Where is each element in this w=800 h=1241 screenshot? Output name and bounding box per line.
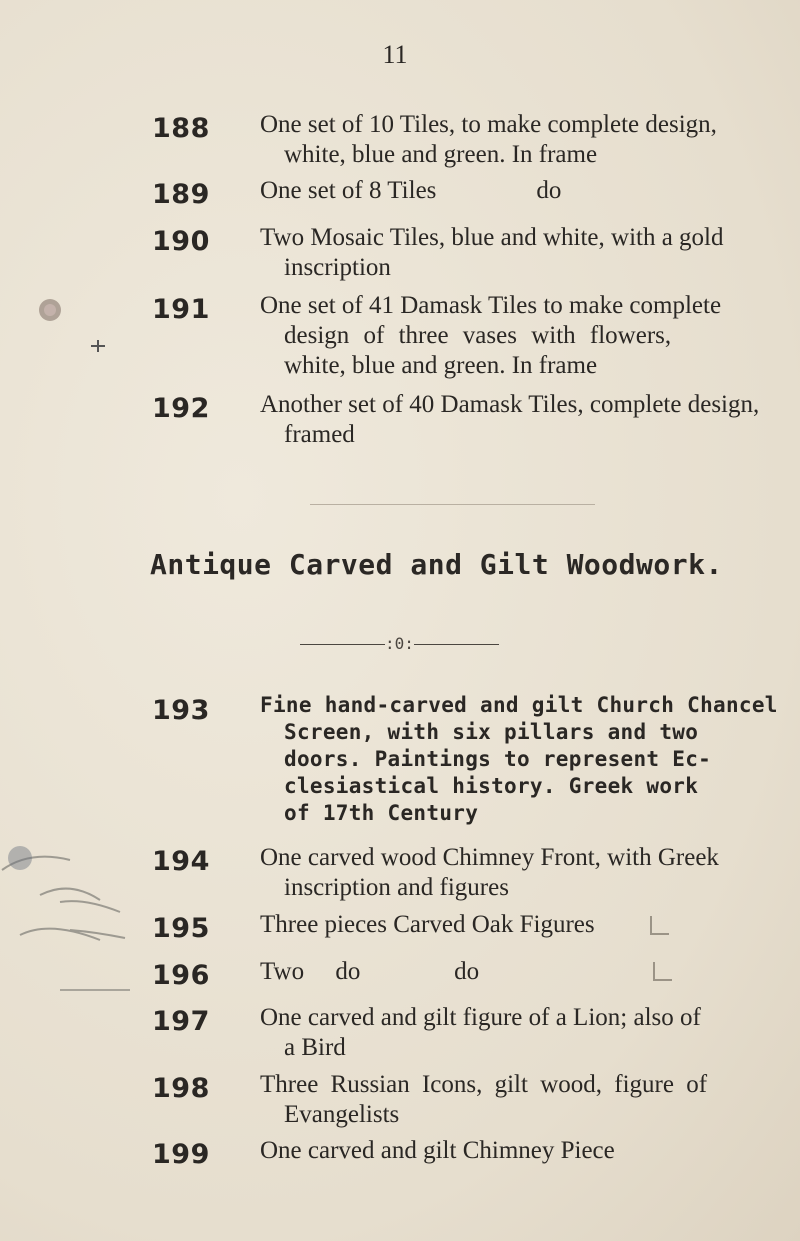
lot-number: 194 xyxy=(152,846,210,877)
section-title: Antique Carved and Gilt Woodwork. xyxy=(150,548,723,581)
lot-number: 195 xyxy=(152,913,210,944)
lot-description: Another set of 40 Damask Tiles, complete design, framed xyxy=(260,391,760,448)
margin-cross-mark xyxy=(88,336,108,356)
faint-divider xyxy=(310,504,595,505)
lot-number: 188 xyxy=(152,113,210,144)
lot-number: 198 xyxy=(152,1073,210,1104)
lot-description: Fine hand-carved and gilt Church Chancel Screen, with six pillars and two doors. Paintings to represent Ec- clesiastical history. Greek work of 17th Century xyxy=(260,693,778,825)
lot-number: 191 xyxy=(152,294,210,325)
lot-number: 197 xyxy=(152,1006,210,1037)
lot-number: 193 xyxy=(152,695,210,726)
lot-number: 192 xyxy=(152,393,210,424)
lot-number: 196 xyxy=(152,960,210,991)
lot-description: One carved and gilt Chimney Piece xyxy=(260,1137,615,1164)
lot-description: Two do do xyxy=(260,958,480,985)
lot-description: Three Russian Icons, gilt wood, figure of Evangelists xyxy=(260,1071,708,1128)
lot-description: One set of 41 Damask Tiles to make complete design of three vases with flowers, white, blue and green. In frame xyxy=(260,292,722,379)
lot-description: Two Mosaic Tiles, blue and white, with a gold inscription xyxy=(260,224,724,281)
lot-description: One set of 8 Tiles do xyxy=(260,177,562,204)
section-separator: :0: xyxy=(300,634,499,653)
margin-pencil-scribbles xyxy=(0,840,150,1000)
lot-description: One carved and gilt figure of a Lion; also of a Bird xyxy=(260,1004,701,1061)
margin-dot-mark xyxy=(30,290,70,330)
page-number: 11 xyxy=(382,40,408,69)
lot-number: 189 xyxy=(152,179,210,210)
pencil-check-mark xyxy=(645,912,675,940)
lot-description: One carved wood Chimney Front, with Greek inscription and figures xyxy=(260,844,719,901)
lot-number: 190 xyxy=(152,226,210,257)
lot-description: One set of 10 Tiles, to make complete design, white, blue and green. In frame xyxy=(260,111,717,168)
lot-number: 199 xyxy=(152,1139,210,1170)
lot-description: Three pieces Carved Oak Figures xyxy=(260,911,595,938)
pencil-check-mark xyxy=(648,958,678,986)
